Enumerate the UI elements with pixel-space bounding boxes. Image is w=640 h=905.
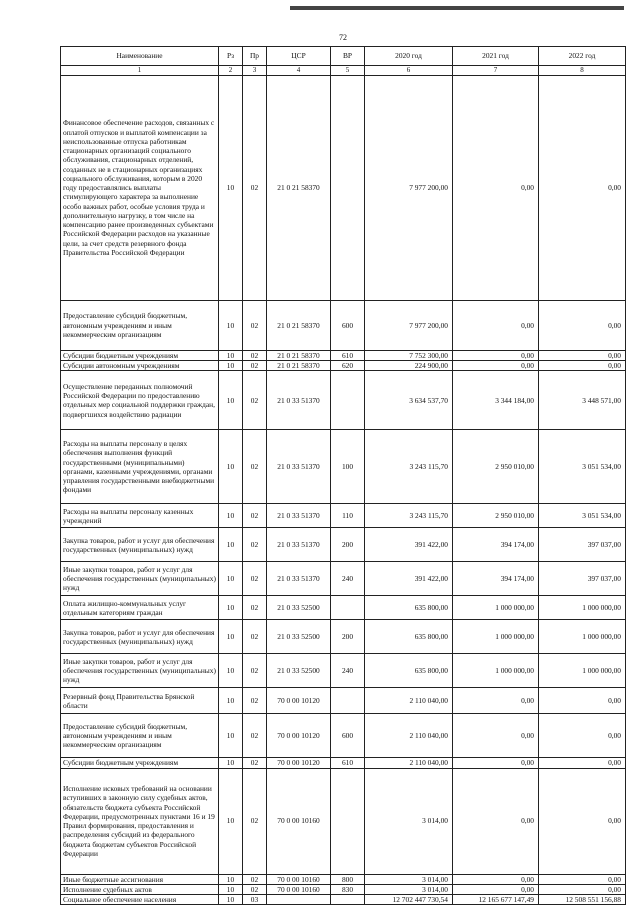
cell-rz: 10 [219, 350, 243, 360]
cell-pr: 02 [243, 528, 267, 562]
cell-pr: 02 [243, 654, 267, 688]
cell-csr: 21 0 21 58370 [267, 361, 331, 371]
column-number: 1 [61, 66, 219, 76]
cell-name: Предоставление субсидий бюджетным, автономным учреждениям и иным некоммерческим организациям [61, 300, 219, 350]
cell-vr [331, 75, 365, 300]
cell-2020: 635 800,00 [365, 654, 453, 688]
cell-csr: 21 0 33 51370 [267, 562, 331, 596]
cell-csr: 21 0 33 52500 [267, 620, 331, 654]
cell-csr: 21 0 21 58370 [267, 75, 331, 300]
cell-name: Закупка товаров, работ и услуг для обеспечения государственных (муниципальных) нужд [61, 528, 219, 562]
cell-2021: 0,00 [453, 361, 539, 371]
cell-name: Субсидии автономным учреждениям [61, 361, 219, 371]
cell-2021: 0,00 [453, 75, 539, 300]
column-number: 8 [539, 66, 626, 76]
table-row [61, 895, 626, 905]
cell-rz: 10 [219, 758, 243, 768]
cell-2021: 1 000 000,00 [453, 654, 539, 688]
cell-rz: 10 [219, 768, 243, 874]
cell-2020: 635 800,00 [365, 596, 453, 620]
table-row [61, 884, 626, 894]
column-number: 5 [331, 66, 365, 76]
cell-2022: 0,00 [539, 874, 626, 884]
cell-pr: 02 [243, 350, 267, 360]
cell-pr: 02 [243, 75, 267, 300]
cell-rz: 10 [219, 562, 243, 596]
cell-name: Предоставление субсидий бюджетным, автономным учреждениям и иным некоммерческим организациям [61, 714, 219, 758]
cell-2021: 0,00 [453, 350, 539, 360]
cell-2022: 3 051 534,00 [539, 430, 626, 504]
table-row [61, 430, 626, 504]
column-number-row [61, 66, 626, 76]
cell-rz: 10 [219, 714, 243, 758]
cell-2022: 397 037,00 [539, 528, 626, 562]
cell-2020: 391 422,00 [365, 562, 453, 596]
column-number: 6 [365, 66, 453, 76]
cell-2020: 2 110 040,00 [365, 688, 453, 714]
cell-2021: 394 174,00 [453, 562, 539, 596]
cell-pr: 02 [243, 361, 267, 371]
cell-2020: 3 014,00 [365, 874, 453, 884]
cell-vr [331, 371, 365, 430]
cell-2020: 2 110 040,00 [365, 714, 453, 758]
table-row [61, 874, 626, 884]
cell-name: Исполнение судебных актов [61, 884, 219, 894]
cell-rz: 10 [219, 688, 243, 714]
cell-vr: 600 [331, 714, 365, 758]
cell-2022: 0,00 [539, 300, 626, 350]
cell-2022: 1 000 000,00 [539, 596, 626, 620]
cell-name: Субсидии бюджетным учреждениям [61, 350, 219, 360]
cell-pr: 02 [243, 874, 267, 884]
table-row [61, 714, 626, 758]
cell-2022: 0,00 [539, 75, 626, 300]
column-number: 2 [219, 66, 243, 76]
header-2020: 2020 год [365, 47, 453, 66]
cell-name: Закупка товаров, работ и услуг для обеспечения государственных (муниципальных) нужд [61, 620, 219, 654]
cell-rz: 10 [219, 596, 243, 620]
cell-2022: 0,00 [539, 884, 626, 894]
header-row [61, 47, 626, 66]
cell-rz: 10 [219, 300, 243, 350]
cell-rz: 10 [219, 654, 243, 688]
table-row [61, 562, 626, 596]
cell-2022: 0,00 [539, 768, 626, 874]
cell-2020: 3 243 115,70 [365, 430, 453, 504]
cell-name: Резервный фонд Правительства Брянской области [61, 688, 219, 714]
table-row [61, 596, 626, 620]
cell-vr: 200 [331, 620, 365, 654]
cell-2020: 7 977 200,00 [365, 75, 453, 300]
cell-2021: 1 000 000,00 [453, 596, 539, 620]
cell-2022: 3 051 534,00 [539, 504, 626, 528]
cell-2021: 12 165 677 147,49 [453, 895, 539, 905]
cell-rz: 10 [219, 874, 243, 884]
cell-csr: 70 0 00 10120 [267, 758, 331, 768]
cell-rz: 10 [219, 884, 243, 894]
cell-pr: 02 [243, 504, 267, 528]
cell-csr: 21 0 33 52500 [267, 596, 331, 620]
page-number: 72 [339, 33, 347, 42]
cell-pr: 02 [243, 884, 267, 894]
header-pr: Пр [243, 47, 267, 66]
cell-csr: 21 0 21 58370 [267, 300, 331, 350]
cell-vr: 610 [331, 350, 365, 360]
cell-2020: 7 977 200,00 [365, 300, 453, 350]
cell-vr [331, 688, 365, 714]
cell-csr: 70 0 00 10160 [267, 874, 331, 884]
table-row [61, 300, 626, 350]
cell-2022: 12 508 551 156,88 [539, 895, 626, 905]
cell-2022: 3 448 571,00 [539, 371, 626, 430]
cell-pr: 02 [243, 714, 267, 758]
cell-vr: 100 [331, 430, 365, 504]
cell-2022: 397 037,00 [539, 562, 626, 596]
cell-rz: 10 [219, 895, 243, 905]
cell-csr: 70 0 00 10160 [267, 884, 331, 894]
table-row [61, 371, 626, 430]
cell-2022: 0,00 [539, 350, 626, 360]
cell-vr: 610 [331, 758, 365, 768]
cell-csr: 70 0 00 10120 [267, 714, 331, 758]
table-row [61, 361, 626, 371]
cell-csr: 21 0 33 51370 [267, 528, 331, 562]
cell-csr: 70 0 00 10160 [267, 768, 331, 874]
cell-pr: 02 [243, 688, 267, 714]
top-edge-line [290, 6, 624, 10]
cell-2021: 0,00 [453, 300, 539, 350]
cell-csr: 21 0 21 58370 [267, 350, 331, 360]
cell-pr: 02 [243, 300, 267, 350]
cell-pr: 02 [243, 758, 267, 768]
header-vr: ВР [331, 47, 365, 66]
cell-2020: 7 752 300,00 [365, 350, 453, 360]
cell-2020: 3 014,00 [365, 884, 453, 894]
column-number: 3 [243, 66, 267, 76]
cell-vr: 620 [331, 361, 365, 371]
cell-csr: 21 0 33 51370 [267, 504, 331, 528]
cell-rz: 10 [219, 528, 243, 562]
table-row [61, 75, 626, 300]
cell-rz: 10 [219, 361, 243, 371]
table-row [61, 620, 626, 654]
cell-csr [267, 895, 331, 905]
column-number: 4 [267, 66, 331, 76]
header-csr: ЦСР [267, 47, 331, 66]
cell-vr [331, 895, 365, 905]
cell-2021: 0,00 [453, 688, 539, 714]
cell-2020: 12 702 447 730,54 [365, 895, 453, 905]
cell-vr [331, 596, 365, 620]
table-row [61, 758, 626, 768]
cell-2021: 0,00 [453, 874, 539, 884]
cell-rz: 10 [219, 371, 243, 430]
table-body [61, 75, 626, 905]
cell-rz: 10 [219, 620, 243, 654]
header-name: Наименование [61, 47, 219, 66]
column-number: 7 [453, 66, 539, 76]
cell-vr: 200 [331, 528, 365, 562]
cell-2020: 3 243 115,70 [365, 504, 453, 528]
cell-2022: 1 000 000,00 [539, 620, 626, 654]
cell-2020: 2 110 040,00 [365, 758, 453, 768]
cell-2022: 0,00 [539, 361, 626, 371]
budget-table [60, 46, 626, 905]
cell-2021: 2 950 010,00 [453, 504, 539, 528]
cell-csr: 21 0 33 51370 [267, 371, 331, 430]
cell-name: Расходы на выплаты персоналу в целях обеспечения выполнения функций государственными (муниципальными) органами, казенными учреждениями, органами управления государственными внебюджетными фондами [61, 430, 219, 504]
cell-name: Исполнение исковых требований на основании вступивших в законную силу судебных актов, обязательств бюджета субъекта Российской Федерации, предусмотренных пунктами 16 и 19 Правил формирования, предоставления и распределения субсидий из федерального бюджета бюджетам субъектов Российской Федерации [61, 768, 219, 874]
cell-name: Иные закупки товаров, работ и услуг для обеспечения государственных (муниципальных) нужд [61, 654, 219, 688]
cell-2021: 1 000 000,00 [453, 620, 539, 654]
cell-2020: 391 422,00 [365, 528, 453, 562]
cell-vr [331, 768, 365, 874]
cell-2021: 0,00 [453, 884, 539, 894]
cell-vr: 600 [331, 300, 365, 350]
cell-vr: 800 [331, 874, 365, 884]
cell-2021: 3 344 184,00 [453, 371, 539, 430]
cell-vr: 240 [331, 562, 365, 596]
cell-2021: 0,00 [453, 714, 539, 758]
header-rz: Рз [219, 47, 243, 66]
table-row [61, 350, 626, 360]
cell-pr: 02 [243, 371, 267, 430]
cell-rz: 10 [219, 504, 243, 528]
cell-2022: 0,00 [539, 688, 626, 714]
cell-2020: 3 634 537,70 [365, 371, 453, 430]
cell-name: Финансовое обеспечение расходов, связанных с оплатой отпусков и выплатой компенсации за неиспользованные отпуска работникам стационарных организаций социального обслуживания, стационарных отделений, созданных не в стационарных организациях социального обслуживания, которым в 2020 году предоставлялись выплаты стимулирующего характера за выполнение особо важных работ, особые условия труда и дополнительную нагрузку, в том числе на компенсацию ранее произведенных субъектами Российской Федерации расходов на указанные цели, за счет средств резервного фонда Правительства Российской Федерации [61, 75, 219, 300]
cell-2022: 1 000 000,00 [539, 654, 626, 688]
cell-vr: 110 [331, 504, 365, 528]
cell-name: Социальное обеспечение населения [61, 895, 219, 905]
cell-name: Оплата жилищно-коммунальных услуг отдельным категориям граждан [61, 596, 219, 620]
cell-vr: 830 [331, 884, 365, 894]
cell-2021: 2 950 010,00 [453, 430, 539, 504]
cell-name: Осуществление переданных полномочий Российской Федерации по предоставлению отдельных мер социальной поддержки граждан, подвергшихся воздействию радиации [61, 371, 219, 430]
cell-2020: 3 014,00 [365, 768, 453, 874]
cell-name: Иные бюджетные ассигнования [61, 874, 219, 884]
cell-name: Расходы на выплаты персоналу казенных учреждений [61, 504, 219, 528]
table-row [61, 528, 626, 562]
cell-rz: 10 [219, 75, 243, 300]
cell-2022: 0,00 [539, 758, 626, 768]
cell-pr: 02 [243, 430, 267, 504]
cell-2020: 224 900,00 [365, 361, 453, 371]
cell-2021: 0,00 [453, 768, 539, 874]
cell-name: Субсидии бюджетным учреждениям [61, 758, 219, 768]
cell-2021: 394 174,00 [453, 528, 539, 562]
header-2021: 2021 год [453, 47, 539, 66]
table-row [61, 768, 626, 874]
cell-csr: 21 0 33 51370 [267, 430, 331, 504]
header-2022: 2022 год [539, 47, 626, 66]
cell-name: Иные закупки товаров, работ и услуг для обеспечения государственных (муниципальных) нужд [61, 562, 219, 596]
cell-pr: 02 [243, 596, 267, 620]
cell-csr: 21 0 33 52500 [267, 654, 331, 688]
table-row [61, 688, 626, 714]
cell-pr: 02 [243, 620, 267, 654]
cell-csr: 70 0 00 10120 [267, 688, 331, 714]
table-row [61, 504, 626, 528]
cell-rz: 10 [219, 430, 243, 504]
cell-2021: 0,00 [453, 758, 539, 768]
cell-2022: 0,00 [539, 714, 626, 758]
cell-2020: 635 800,00 [365, 620, 453, 654]
cell-pr: 02 [243, 562, 267, 596]
cell-pr: 03 [243, 895, 267, 905]
cell-pr: 02 [243, 768, 267, 874]
cell-vr: 240 [331, 654, 365, 688]
table-row [61, 654, 626, 688]
